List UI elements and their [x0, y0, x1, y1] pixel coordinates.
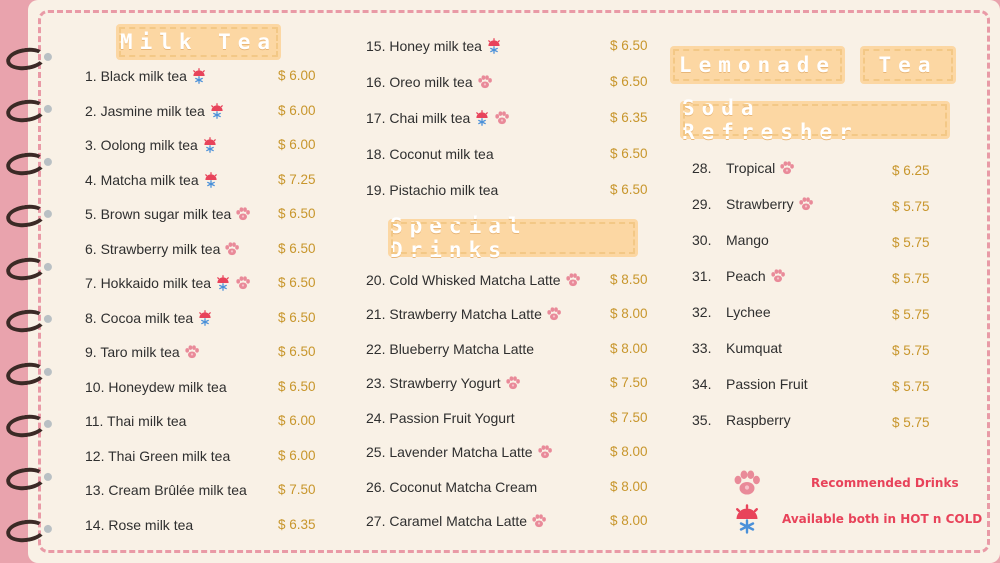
item-label: 6. Strawberry milk tea	[85, 241, 221, 257]
item-label: 10. Honeydew milk tea	[85, 379, 227, 395]
item-price: $ 6.00	[278, 103, 316, 118]
item-price: $ 6.50	[278, 344, 316, 359]
paw-icon	[235, 206, 251, 222]
menu-item[interactable]	[692, 376, 808, 392]
paw-icon	[546, 306, 562, 322]
item-price: $ 7.50	[278, 482, 316, 497]
menu-item[interactable]	[366, 182, 498, 198]
item-label: Tropical	[726, 160, 776, 176]
menu-item[interactable]	[85, 413, 186, 429]
menu-item[interactable]	[692, 160, 795, 176]
item-label: Raspberry	[726, 412, 791, 428]
item-number: 33.	[692, 340, 712, 356]
item-label: 18. Coconut milk tea	[366, 146, 494, 162]
item-price: $ 5.75	[892, 415, 930, 430]
menu-item[interactable]	[366, 74, 493, 90]
paw-icon	[235, 275, 251, 291]
item-price: $ 5.75	[892, 379, 930, 394]
item-label: 3. Oolong milk tea	[85, 137, 198, 153]
paw-icon	[531, 513, 547, 529]
item-price: $ 6.35	[610, 110, 648, 125]
item-label: 4. Matcha milk tea	[85, 172, 199, 188]
menu-item[interactable]	[366, 272, 581, 288]
item-label: 12. Thai Green milk tea	[85, 448, 231, 464]
paw-icon	[565, 272, 581, 288]
paw-icon	[224, 241, 240, 257]
item-label: 26. Coconut Matcha Cream	[366, 479, 538, 495]
paw-icon	[494, 110, 510, 126]
menu-item[interactable]	[85, 103, 225, 119]
item-price: $ 8.00	[610, 306, 648, 321]
item-price: $ 6.50	[610, 182, 648, 197]
menu-item[interactable]	[692, 340, 782, 356]
item-label: 17. Chai milk tea	[366, 110, 471, 126]
paw-icon	[477, 74, 493, 90]
item-price: $ 6.00	[278, 413, 316, 428]
menu-item[interactable]	[366, 479, 537, 495]
item-price: $ 8.50	[610, 272, 648, 287]
item-number: 35.	[692, 412, 712, 428]
menu-item[interactable]	[85, 482, 247, 498]
menu-item[interactable]	[85, 379, 227, 395]
paw-icon	[798, 196, 814, 212]
menu-item[interactable]	[692, 304, 771, 320]
item-price: $ 8.00	[610, 513, 648, 528]
item-label: 22. Blueberry Matcha Latte	[366, 341, 535, 357]
menu-item[interactable]	[692, 196, 814, 212]
item-price: $ 6.25	[892, 163, 930, 178]
menu-item[interactable]	[366, 38, 502, 54]
item-price: $ 6.50	[610, 146, 648, 161]
item-label: 24. Passion Fruit Yogurt	[366, 410, 515, 426]
menu-item[interactable]	[85, 310, 213, 326]
item-number: 29.	[692, 196, 712, 212]
item-price: $ 7.25	[278, 172, 316, 187]
legend-recommended: Recommended Drinks	[811, 476, 959, 490]
item-label: 5. Brown sugar milk tea	[85, 206, 232, 222]
legend-hot-cold: Available both in HOT n COLD	[782, 512, 983, 526]
item-price: $ 6.50	[278, 379, 316, 394]
paw-icon	[732, 468, 762, 498]
menu-item[interactable]	[85, 344, 200, 360]
soda-refresher-title: Soda Refresher	[680, 101, 950, 139]
menu-item[interactable]	[85, 206, 251, 222]
hot-cold-icon	[209, 103, 225, 119]
menu-item[interactable]	[85, 241, 240, 257]
item-label: 14. Rose milk tea	[85, 517, 194, 533]
item-label: Passion Fruit	[726, 376, 808, 392]
item-label: Lychee	[726, 304, 771, 320]
paw-icon	[537, 444, 553, 460]
item-price: $ 6.50	[278, 310, 316, 325]
menu-item[interactable]	[85, 275, 251, 291]
item-label: 19. Pistachio milk tea	[366, 182, 499, 198]
item-label: 11. Thai milk tea	[85, 413, 187, 429]
item-label: 16. Oreo milk tea	[366, 74, 473, 90]
menu-item[interactable]	[366, 146, 494, 162]
item-label: Mango	[726, 232, 769, 248]
item-price: $ 7.50	[610, 375, 648, 390]
menu-item[interactable]	[85, 137, 218, 153]
item-price: $ 6.00	[278, 448, 316, 463]
menu-item[interactable]	[366, 444, 553, 460]
item-label: 20. Cold Whisked Matcha Latte	[366, 272, 561, 288]
hot-cold-icon	[191, 68, 207, 84]
paw-icon	[770, 268, 786, 284]
menu-item[interactable]	[692, 412, 791, 428]
item-number: 34.	[692, 376, 712, 392]
item-number: 31.	[692, 268, 712, 284]
milk-tea-title: Milk Tea	[116, 24, 281, 60]
item-label: 2. Jasmine milk tea	[85, 103, 205, 119]
item-price: $ 6.35	[278, 517, 316, 532]
item-label: 13. Cream Brûlée milk tea	[85, 482, 247, 498]
special-drinks-title: Special Drinks	[388, 219, 638, 257]
item-label: 21. Strawberry Matcha Latte	[366, 306, 542, 322]
item-price: $ 6.50	[610, 74, 648, 89]
item-price: $ 8.00	[610, 341, 648, 356]
item-label: Strawberry	[726, 196, 794, 212]
tea-title: Tea	[860, 46, 956, 84]
menu-item[interactable]	[366, 306, 562, 322]
item-price: $ 6.50	[278, 275, 316, 290]
item-price: $ 5.75	[892, 199, 930, 214]
item-label: Peach	[726, 268, 766, 284]
item-label: Kumquat	[726, 340, 783, 356]
item-label: 1. Black milk tea	[85, 68, 187, 84]
paw-icon	[505, 375, 521, 391]
item-label: 7. Hokkaido milk tea	[85, 275, 212, 291]
item-price: $ 5.75	[892, 307, 930, 322]
menu-item[interactable]	[366, 375, 521, 391]
item-label: 15. Honey milk tea	[366, 38, 482, 54]
hot-cold-icon	[215, 275, 231, 291]
menu-item[interactable]	[366, 341, 534, 357]
menu-item[interactable]	[692, 232, 769, 248]
hot-cold-icon	[202, 137, 218, 153]
item-price: $ 8.00	[610, 444, 648, 459]
item-number: 32.	[692, 304, 712, 320]
menu-item[interactable]	[366, 410, 515, 426]
menu-item[interactable]	[85, 172, 219, 188]
item-price: $ 5.75	[892, 271, 930, 286]
menu-item[interactable]	[85, 448, 230, 464]
hot-cold-icon	[486, 38, 502, 54]
menu-item[interactable]	[85, 68, 207, 84]
lemonade-title: Lemonade	[670, 46, 845, 84]
hot-cold-icon	[732, 504, 762, 534]
item-label: 23. Strawberry Yogurt	[366, 375, 501, 391]
item-price: $ 6.00	[278, 137, 316, 152]
item-price: $ 8.00	[610, 479, 648, 494]
item-price: $ 5.75	[892, 343, 930, 358]
hot-cold-icon	[474, 110, 490, 126]
paw-icon	[184, 344, 200, 360]
menu-item[interactable]	[85, 517, 193, 533]
item-price: $ 6.50	[610, 38, 648, 53]
hot-cold-icon	[203, 172, 219, 188]
item-price: $ 6.50	[278, 241, 316, 256]
item-price: $ 7.50	[610, 410, 648, 425]
item-price: $ 5.75	[892, 235, 930, 250]
item-number: 30.	[692, 232, 712, 248]
item-label: 9. Taro milk tea	[85, 344, 180, 360]
menu-item[interactable]	[692, 268, 786, 284]
item-price: $ 6.50	[278, 206, 316, 221]
hot-cold-icon	[197, 310, 213, 326]
menu-item[interactable]	[366, 513, 547, 529]
item-label: 27. Caramel Matcha Latte	[366, 513, 528, 529]
paw-icon	[779, 160, 795, 176]
item-label: 8. Cocoa milk tea	[85, 310, 194, 326]
item-label: 25. Lavender Matcha Latte	[366, 444, 533, 460]
menu-item[interactable]	[366, 110, 510, 126]
item-price: $ 6.00	[278, 68, 316, 83]
item-number: 28.	[692, 160, 712, 176]
